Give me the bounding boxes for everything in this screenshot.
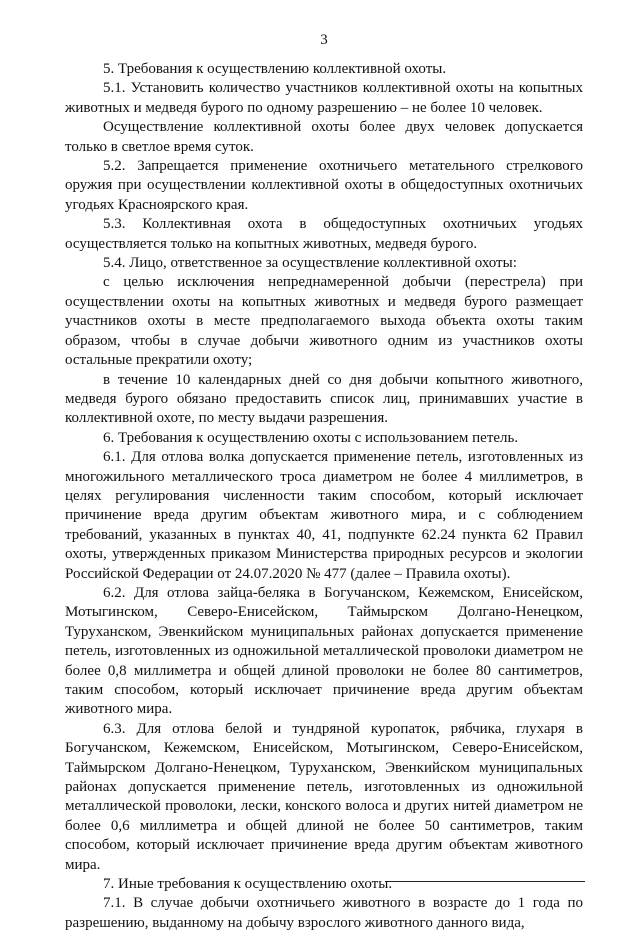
paragraph-5-1-daylight: Осуществление коллективной охоты более двух человек допускается только в светлое время суток. bbox=[65, 119, 583, 155]
paragraph-5-4-list: в течение 10 календарных дней со дня добычи копытного животного, медведя бурого обязано предоставить список лиц, принимавших участие в коллективной охоте, по месту выдачи разрешения. bbox=[65, 371, 583, 427]
paragraph-7-1: 7.1. В случае добычи охотничьего животного в возрасте до 1 года по разрешению, выданному на добычу взрослого животного данного вида, bbox=[65, 895, 583, 931]
footer-rule bbox=[385, 881, 585, 882]
paragraph-6-3: 6.3. Для отлова белой и тундряной куропаток, рябчика, глухаря в Богучанском, Кежемском, Енисейском, Мотыгинском, Северо-Енисейском, Таймырском Долгано-Ненецком, Туруханском, Эвенкийском муниципальных районах допускается применение петель, изготовленных из одножильной металлической проволоки, лески, конского волоса и других нитей диаметром не более 0,6 миллиметра и общей длиной не более 50 сантиметров, таким способом, который исключает причинение вреда другим объектам животного мира. bbox=[65, 720, 583, 873]
section-6-heading: 6. Требования к осуществлению охоты с использованием петель. bbox=[103, 429, 519, 446]
paragraph-5-2: 5.2. Запрещается применение охотничьего метательного стрелкового оружия при осуществлении коллективной охоты в общедоступных охотничьих угодьях Красноярского края. bbox=[65, 158, 583, 213]
paragraph-5-4: 5.4. Лицо, ответственное за осуществление коллективной охоты: bbox=[103, 255, 517, 272]
paragraph-6-1: 6.1. Для отлова волка допускается применение петель, изготовленных из многожильного металлического троса диаметром не более 4 миллиметров, в целях регулирования численности таким способом, который исключает причинение вреда другим объектам животного мира, и с соблюдением требований, указанных в пунктах 40, 41, подпункте 62.24 пункта 62 Правил охоты, утвержденных приказом Министерства природных ресурсов и экологии Российской Федерации от 24.07.2020 № 477 (далее – Правила охоты). bbox=[65, 449, 583, 582]
section-5-heading: 5. Требования к осуществлению коллективной охоты. bbox=[103, 61, 447, 77]
paragraph-5-3: 5.3. Коллективная охота в общедоступных охотничьих угодьях осуществляется только на копытных животных, медведя бурого. bbox=[65, 216, 583, 252]
section-7-heading: 7. Иные требования к осуществлению охоты. bbox=[103, 876, 393, 893]
paragraph-6-2: 6.2. Для отлова зайца-беляка в Богучанском, Кежемском, Енисейском, Мотыгинском, Северо-Енисейском, Таймырском Долгано-Ненецком, Туруханском, Эвенкийском муниципальных районах допускается применение петель, изготовленных из одножильной металлической проволоки диаметром не более 0,8 миллиметра и общей длиной проволоки не более 80 сантиметров, таким способом, который исключает причинение вреда другим объектам животного мира. bbox=[65, 584, 583, 718]
paragraph-5-4-placement: с целью исключения непреднамеренной добычи (перестрела) при осуществлении охоты на копытных животных и медведя бурого размещает участников охоты в месте предполагаемого выхода объекта охоты таким образом, чтобы в случае добычи животного одним из участников охоты остальные прекратили охоту; bbox=[65, 274, 583, 369]
page-number: 3 bbox=[320, 32, 328, 48]
document-page bbox=[65, 30, 583, 933]
paragraph-5-1: 5.1. Установить количество участников коллективной охоты на копытных животных и медведя бурого по одному разрешению – не более 10 человек. bbox=[65, 80, 583, 116]
